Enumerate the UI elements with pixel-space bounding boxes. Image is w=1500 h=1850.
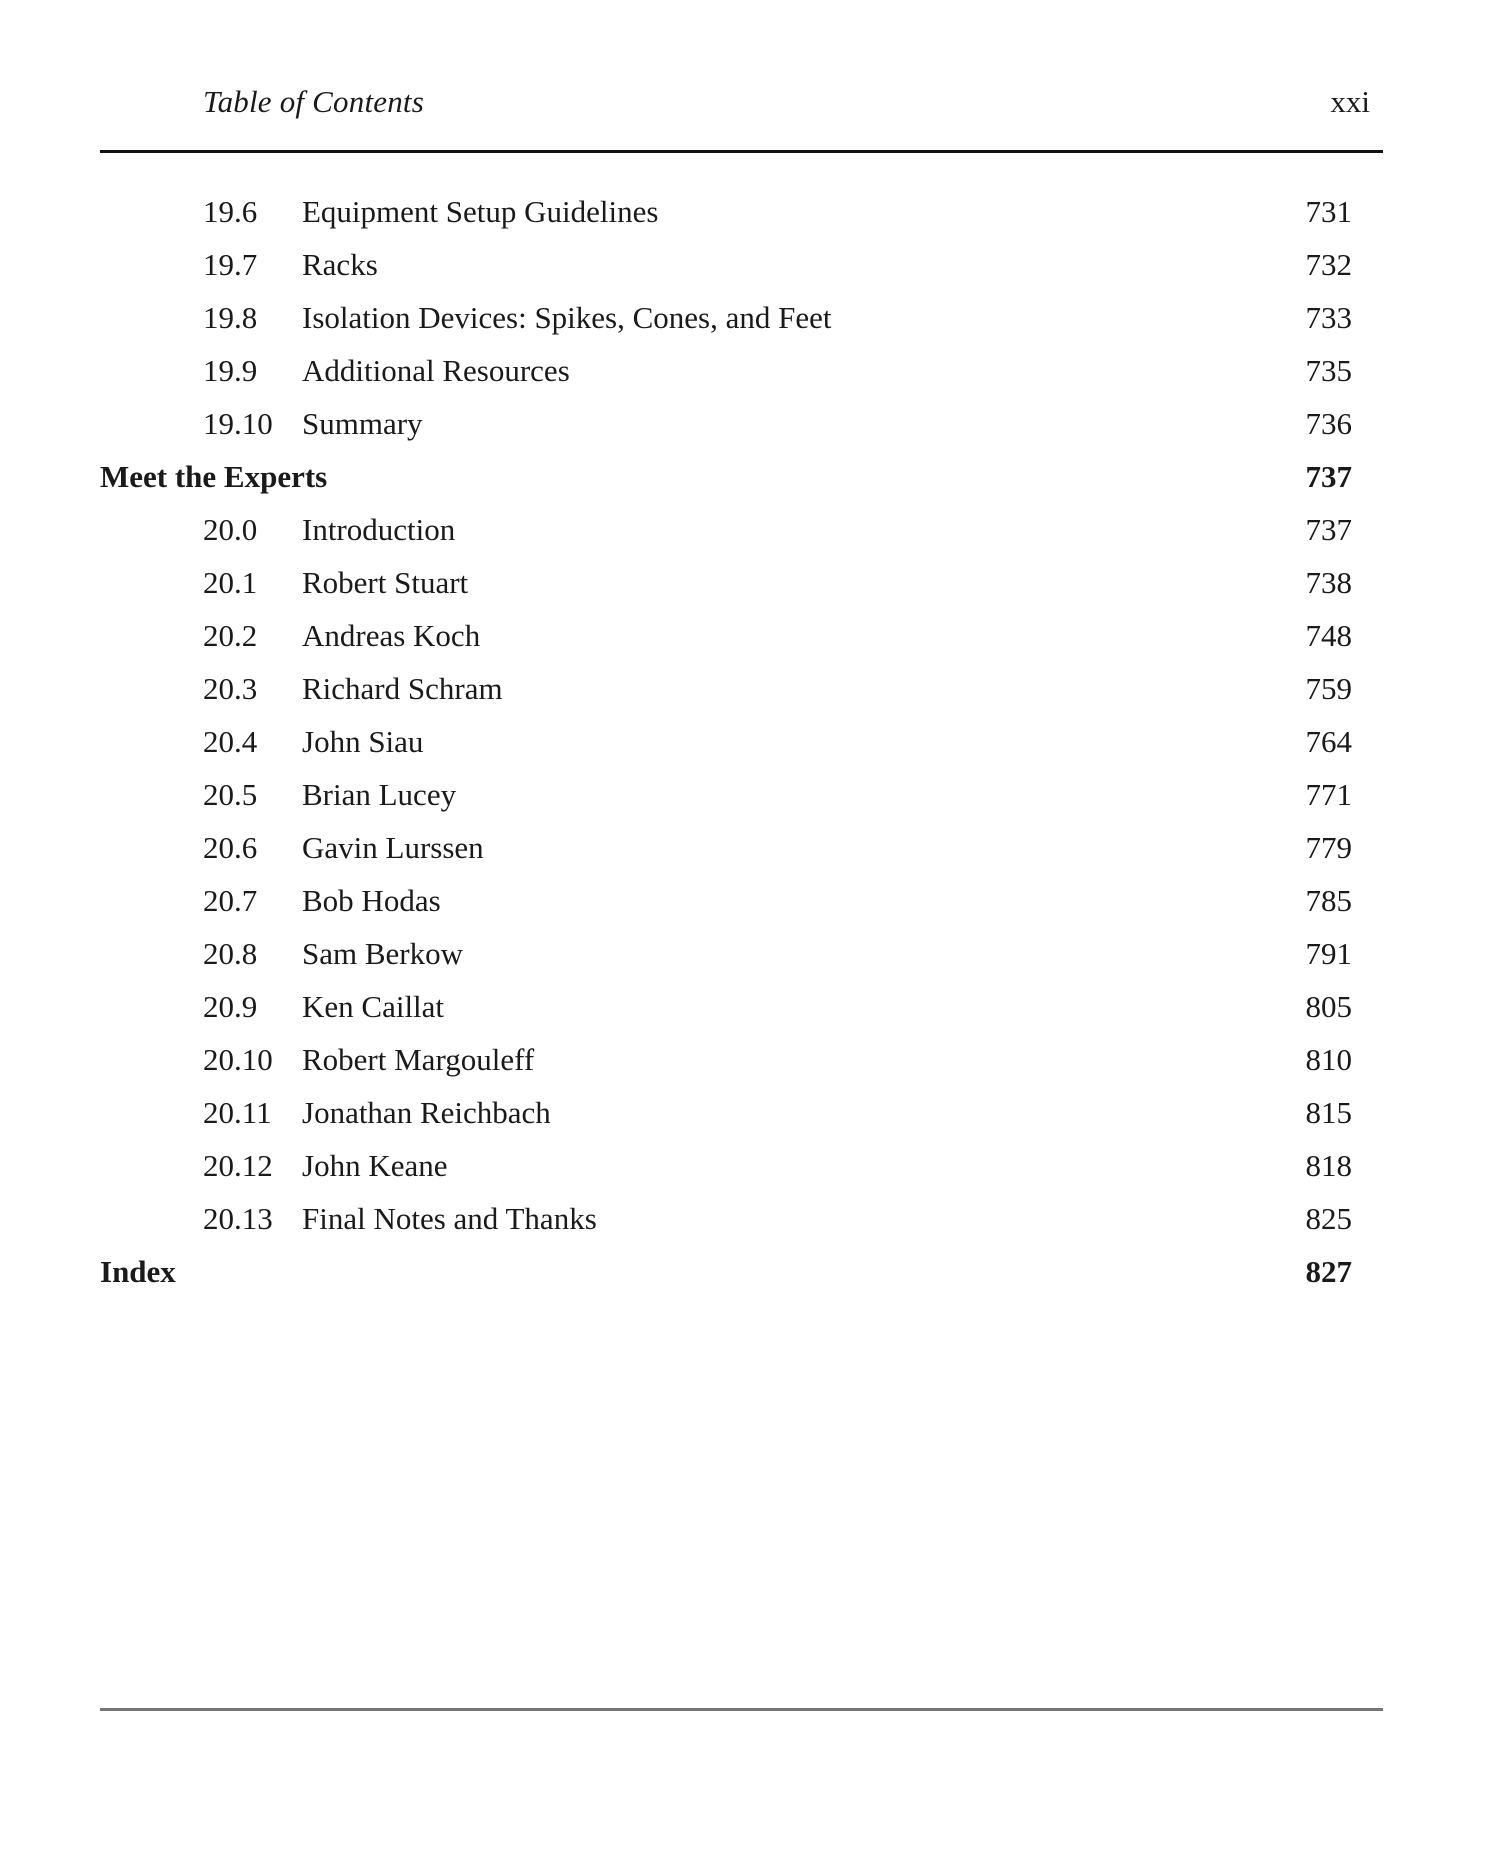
toc-section-number: 20.9 — [203, 989, 258, 1024]
toc-page-number: 805 — [1305, 989, 1352, 1024]
toc-section-row[interactable] — [0, 930, 1500, 983]
toc-section-title: Richard Schram — [302, 671, 503, 706]
toc-page-number: 810 — [1305, 1042, 1352, 1077]
toc-section-title: John Siau — [302, 724, 424, 759]
toc-section-row[interactable] — [0, 188, 1500, 241]
toc-page-number: 815 — [1305, 1095, 1352, 1130]
toc-section-row[interactable] — [0, 506, 1500, 559]
toc-page-number: 827 — [1305, 1254, 1352, 1289]
toc-section-row[interactable] — [0, 1142, 1500, 1195]
toc-section-row[interactable] — [0, 1089, 1500, 1142]
toc-page-number: 771 — [1305, 777, 1352, 812]
header-rule — [100, 150, 1383, 153]
toc-section-number: 20.0 — [203, 512, 258, 547]
toc-section-number: 20.11 — [203, 1095, 272, 1130]
toc-section-number: 20.13 — [203, 1201, 273, 1236]
toc-section-title: Racks — [302, 247, 378, 282]
toc-section-title: Jonathan Reichbach — [302, 1095, 551, 1130]
toc-section-title: Summary — [302, 406, 423, 441]
toc-section-title: Bob Hodas — [302, 883, 441, 918]
toc-section-row[interactable] — [0, 771, 1500, 824]
toc-section-row[interactable] — [0, 1195, 1500, 1248]
toc-section-row[interactable] — [0, 347, 1500, 400]
toc-section-title: Sam Berkow — [302, 936, 464, 971]
toc-section-title: Equipment Setup Guidelines — [302, 194, 659, 229]
toc-section-number: 20.8 — [203, 936, 258, 971]
toc-section-number: 20.2 — [203, 618, 258, 653]
toc-section-title: Andreas Koch — [302, 618, 481, 653]
toc-page-number: 791 — [1305, 936, 1352, 971]
toc-page-number: 735 — [1305, 353, 1352, 388]
toc-section-title: Isolation Devices: Spikes, Cones, and Feet — [302, 300, 832, 335]
toc-section-row[interactable] — [0, 824, 1500, 877]
toc-section-number: 20.3 — [203, 671, 258, 706]
toc-chapter-title: Meet the Experts — [100, 459, 328, 494]
toc-section-title: Final Notes and Thanks — [302, 1201, 597, 1236]
toc-section-number: 20.4 — [203, 724, 258, 759]
toc-page-number: 785 — [1305, 883, 1352, 918]
toc-section-row[interactable] — [0, 400, 1500, 453]
toc-section-title: Robert Stuart — [302, 565, 469, 600]
toc-page-number: 737 — [1305, 459, 1352, 494]
toc-section-title: Gavin Lurssen — [302, 830, 484, 865]
toc-page-number: 737 — [1305, 512, 1352, 547]
toc-chapter-row[interactable] — [0, 453, 1500, 506]
toc-section-title: John Keane — [302, 1148, 448, 1183]
toc-section-title: Additional Resources — [302, 353, 570, 388]
toc-page-number: 818 — [1305, 1148, 1352, 1183]
toc-page-number: 825 — [1305, 1201, 1352, 1236]
toc-section-row[interactable] — [0, 983, 1500, 1036]
toc-page-number: 748 — [1305, 618, 1352, 653]
footer-rule — [100, 1708, 1383, 1711]
toc-section-title: Introduction — [302, 512, 456, 547]
toc-section-row[interactable] — [0, 294, 1500, 347]
toc-page-number: 736 — [1305, 406, 1352, 441]
toc-section-title: Brian Lucey — [302, 777, 457, 812]
toc-section-number: 19.7 — [203, 247, 258, 282]
toc-page-number: 731 — [1305, 194, 1352, 229]
toc-page-number: 779 — [1305, 830, 1352, 865]
toc-section-row[interactable] — [0, 559, 1500, 612]
toc-section-number: 20.6 — [203, 830, 258, 865]
toc-section-number: 20.1 — [203, 565, 258, 600]
toc-chapter-title: Index — [100, 1254, 176, 1289]
toc-section-title: Robert Margouleff — [302, 1042, 535, 1077]
toc-section-row[interactable] — [0, 612, 1500, 665]
toc-section-number: 19.10 — [203, 406, 273, 441]
toc-page-number: 764 — [1305, 724, 1352, 759]
toc-section-number: 20.7 — [203, 883, 258, 918]
page-number: xxi — [1330, 84, 1370, 119]
toc-chapter-row[interactable] — [0, 1248, 1500, 1301]
toc-section-number: 19.9 — [203, 353, 258, 388]
toc-section-number: 20.12 — [203, 1148, 273, 1183]
running-title: Table of Contents — [203, 84, 425, 119]
table-of-contents — [0, 188, 1500, 1301]
toc-section-number: 20.5 — [203, 777, 258, 812]
toc-section-number: 20.10 — [203, 1042, 273, 1077]
toc-page-number: 732 — [1305, 247, 1352, 282]
toc-section-row[interactable] — [0, 665, 1500, 718]
toc-page-number: 738 — [1305, 565, 1352, 600]
toc-section-row[interactable] — [0, 1036, 1500, 1089]
toc-section-title: Ken Caillat — [302, 989, 445, 1024]
toc-section-row[interactable] — [0, 241, 1500, 294]
toc-page-number: 733 — [1305, 300, 1352, 335]
toc-section-number: 19.6 — [203, 194, 258, 229]
toc-page-number: 759 — [1305, 671, 1352, 706]
toc-section-row[interactable] — [0, 877, 1500, 930]
toc-section-row[interactable] — [0, 718, 1500, 771]
toc-section-number: 19.8 — [203, 300, 258, 335]
